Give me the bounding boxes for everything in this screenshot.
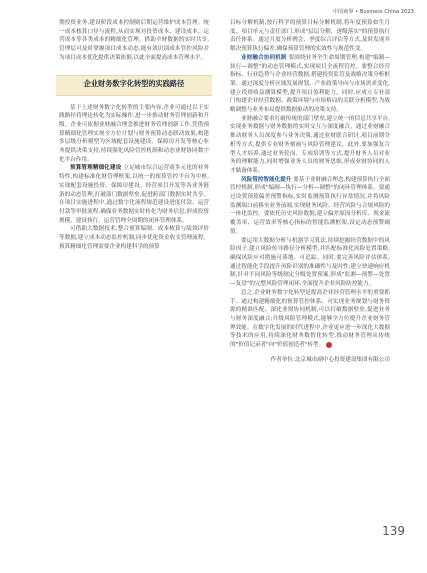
- paragraph: 期投资业务,建设阶段成本控制则后期运营维护成本管理。统一成本核算口径与流程,从而实现对投资成本、建设成本、运营成本等各类成本的精细化管理。借助全财数据的实时共享,管理层可及时掌握项目成本动态,能有效识别成本管控风险并为项目成本优化提供决策依据,以此全面提高成本管理水平。: [59, 20, 209, 61]
- lead-phrase: 业财融合协同机制: [241, 54, 287, 61]
- running-header: 中国商界 • Business China 2023: [333, 9, 414, 15]
- author-affiliation: 作者单位:北京城市副中心投资建设集团有限公司: [270, 356, 390, 363]
- paragraph: [59, 164, 209, 225]
- paragraph: 要运用大数据分析与机器学习算法,持续挖掘经营数据中的风险因子,建立风险传导路径分析模型,并匹配标准化风险处置策略,确保风险应对措施可落地、可追踪。同时,要完善风险评估体系,通过智能化手段提升风险识别的准确性与及时性;建立快速响应机制,针对不同风险等级制定分级处置预案,形成"监测—预警—处置—复盘"的完整风险管理闭环,全面提升企业风险防控能力。: [230, 237, 390, 288]
- paragraph-body: 要基于业财融合理念,构建预算执行全面管控机制,形成"编制—执行—分析—调整"的闭环管理体系。要通过设置预算偏差预警指标,实时监测预算执行异常情况,并将风险监测端口前移至业务前端,实现财务风险、经营风险与合规风险的一体化监控。要依托历史风险数据,建立偏差原因分析库、现金流覆盖率、运营效率等核心指标的智能监测框架,设定动态预警阈值。: [230, 176, 391, 235]
- paragraph: 可借助大数据技术,整合预算编制、成本核算与绩效评价等数据,建立成本动态监控机制,同步优化资金收支管理流程。预算精细化管理需要企业构建科学的预算: [59, 226, 209, 250]
- paragraph: [230, 54, 390, 115]
- end-mark-icon: [326, 342, 332, 348]
- left-column: [59, 19, 209, 251]
- paragraph: 业财融合要求打破传统的部门壁垒,建立统一的信息共享平台,实现业务数据与财务数据的实时交互与深度融合。通过业财融合推动财务人员深度参与业务决策,通过业财联合研讨,项目前期分析等方式,提供专业财务刻画与风险管理建议。此外,要加强复合型人才培养,通过业务轮岗、专项培训等方式,提升财务人员对业务的理解能力,同时增强业务人员的财务思维,形成业财协同的人才储备体系。: [230, 115, 390, 174]
- lead-phrase: 风险管控智能化提升: [241, 176, 292, 183]
- paragraph: [230, 176, 390, 237]
- section-title: 企业财务数字化转型的实践路径: [83, 78, 185, 88]
- page-number: 139: [382, 524, 405, 538]
- paragraph: [230, 289, 390, 350]
- lead-phrase: 预算管理精细化建设: [70, 165, 122, 172]
- paragraph-body: 总之,企业财务数字化转型是提高企业经营管理水平的重要抓手。通过构建精细化的预算管控体系、可实现业务规划与财务资源的精准匹配。深化业财协同机制,可以打破数据壁垒,促进业务与财务深度融合;升级风险管理模式,能够全方位提升企业财务管理效能。在数字化发展的时代进程中,企业更应进一步深化大数据等技术的应用,持续深化财务数智化转型,推动财务管理从传统的"价值记录者"向"价值创造者"转型。: [230, 289, 390, 349]
- section-heading: [59, 75, 209, 94]
- paragraph: 目标分解机制,按行科学的预算目标分解机制,将年度预算如生月度、项目单元与责任部门,形成"层层分解、逐级落实"的预算执行责任体系。通过月度分析例会、季度综合评估等方式,及时发现并解决预算执行偏差,确保预算管理的实效性与规范性变。: [230, 20, 390, 53]
- right-column: [230, 19, 390, 364]
- paragraph-body: 要围绕业务全生命周期管理,构建"编制—执行—调整"的动态管理模式,实现项目全流程管控。要整合经营指标、行业趋势与企业经营数据,搭建投资监管及战略决策分析框架。通过深度分析区域发展规划、产业政策导向与市场需求变化,建立投资收益测算模型,提升项目盈利能力。同时,应成立专业部门构建企业经营数据、政策环境与市场格局的关联分析模型,为战略调整与业务布局提供数据驱动的决策支持。: [230, 54, 390, 114]
- paragraph: 基于上述财务数字化转型的主要内容,企业可通过以下实践路径将理论转化为实际操作,进一步推动财务管理创新和升级。企业可依据业财融合理念推进财务管理创新工作,凭借预算精细化管理实现全方位计划与财务预算动态联动效果,构建多层级分析模型为区域配套设施建设、保障房开发等核心业务提供决策支持,持续强化风险管控机制和动态业财协同数字化平台作用。: [59, 104, 209, 163]
- paragraph-body: 立足城市综合运营商多元化的业务特性,构建标准化财管理框架,以统一的预算管控平台为中枢,实现配套设施投资、保障房建设、经营项目开发等各业务链条的动态管理,打破部门数据壁垒,促进跨部门数据实时共享。在项目实施进程中,通过数字化流程规范建设进度付款、运营付款等审批流程,确保业务数据实时转化为财务信息,形成投资规模、建设执行、运营管理全周期的闭环管理体系。: [59, 165, 209, 224]
